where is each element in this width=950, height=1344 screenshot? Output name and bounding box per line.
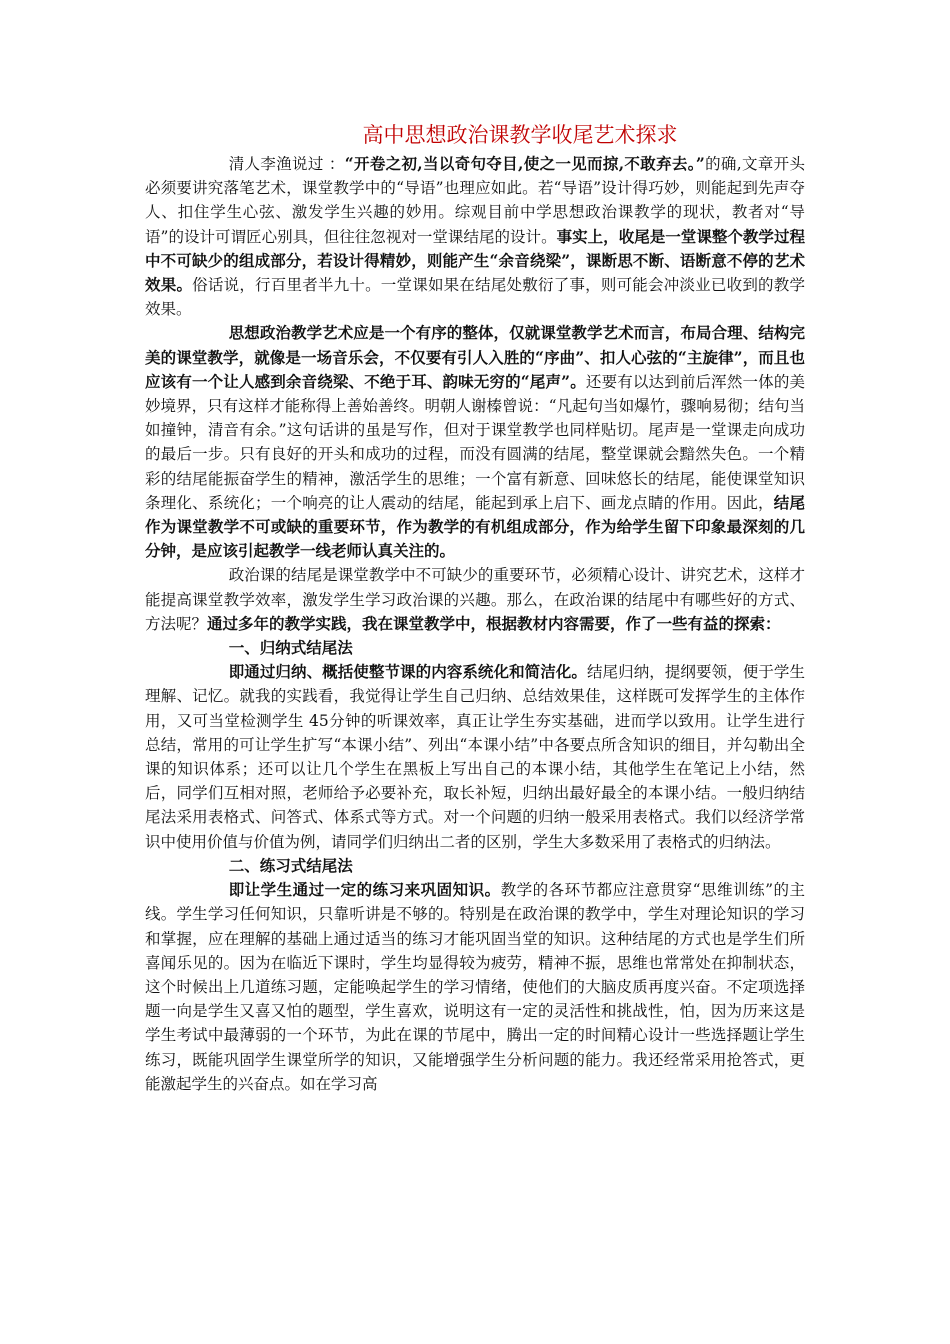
- text-run: 俗话说，行百里者半九十。一堂课如果在结尾处敷衍了事，则可能会冲淡业已收到的教学效果。: [145, 276, 805, 319]
- section-heading-1: 一、归纳式结尾法: [228, 638, 353, 658]
- bold-run: 思想政治教学艺术应是一个有序的整体，仅就课堂教学艺术而言，布局合理、结构完美的课堂教学，就像是一场音乐会，不仅要有引人入胜的“序曲”、扣人心弦的“主旋律”，而且也应该有一个让人感到余音绕梁、不绝于耳、韵味无穷的“尾声”。: [145, 323, 805, 391]
- text-run: 教学的各环节都应注意贯穿“思维训练”的主线。学生学习任何知识，只靠听讲是不够的。特别是在政治课的教学中，学生对理论知识的学习和掌握，应在理解的基础上通过适当的练习才能巩固当堂的知识。这种结尾的方式也是学生们所喜闻乐见的。因为在临近下课时，学生均显得较为疲劳，精神不振，思维也常常处在抑制状态，这个时候出上几道练习题，定能唤起学生的学习情绪，使他们的大脑皮质再度兴奋。不定项选择题一向是学生又喜又怕的题型，学生喜欢，说明这有一定的灵活性和挑战性，怕，因为历来这是学生考试中最薄弱的一个环节，为此在课的节尾中，腾出一定的时间精心设计一些选择题让学生练习，既能巩固学生课堂所学的知识，又能增强学生分析问题的能力。我还经常采用抢答式，更能激起学生的兴奋点。如在学习高: [145, 881, 805, 1093]
- document-body: [145, 152, 805, 1096]
- quote-bold: “开卷之初,当以奇句夺目,使之一见而掠,不敢弃去。”: [344, 154, 705, 173]
- document-title: 高中思想政治课教学收尾艺术探求: [362, 123, 678, 147]
- paragraph-2: [145, 321, 805, 563]
- paragraph-4: [145, 660, 805, 854]
- bold-run: 结尾作为课堂教学不可或缺的重要环节，作为教学的有机组成部分，作为给学生留下印象最深刻的几分钟，是应该引起教学一线老师认真关注的。: [145, 492, 805, 561]
- text-run: 的确,文章开头必须要讲究落笔艺术，课堂教学中的“导语”也理应如此。若“导语”设计得巧妙，则能起到先声夺人、扣住学生心弦、激发学生兴趣的妙用。综观目前中学思想政治课教学的现状，教者对“导语”的设计可谓匠心别具，但往往忽视对一堂课结尾的设计。: [145, 155, 805, 246]
- paragraph-5: [145, 878, 805, 1096]
- text-run: 还要有以达到前后浑然一体的美妙境界，只有这样才能称得上善始善终。明朝人谢榛曾说：“凡起句当如爆竹，骤响易彻；结句当如撞钟，清音有余。”这句话讲的虽是写作，但对于课堂教学也同样贴切。尾声是一堂课走向成功的最后一步。只有良好的开头和成功的过程，而没有圆满的结尾，整堂课就会黯然失色。一个精彩的结尾能振奋学生的精神，激活学生的思维；一个富有新意、回味悠长的结尾，能使课堂知识条理化、系统化；一个响亮的让人震动的结尾，能起到承上启下、画龙点睛的作用。因此，: [145, 372, 805, 512]
- text-run: 政治课的结尾是课堂教学中不可缺少的重要环节，必须精心设计、讲究艺术，这样才能提高课堂教学效率，激发学生学习政治课的兴趣。那么，在政治课的结尾中有哪些好的方式、方法呢？: [145, 566, 805, 633]
- bold-run: 即让学生通过一定的练习来巩固知识。: [228, 880, 501, 900]
- section-heading-2: 二、练习式结尾法: [228, 855, 353, 875]
- paragraph-1: [145, 152, 805, 321]
- bold-run: 事实上，收尾是一堂课整个教学过程中不可缺少的组成部分，若设计得精妙，则能产生“余音绕梁”，课断思不断、语断意不停的艺术效果。: [145, 226, 805, 295]
- paragraph-3: [145, 563, 805, 636]
- text-run: 清人李渔说过 ：: [228, 155, 345, 173]
- bold-run: 通过多年的教学实践，我在课堂教学中，根据教材内容需要，作了一些有益的探索：: [207, 613, 781, 633]
- bold-run: 即通过归纳、概括使整节课的内容系统化和简洁化。: [228, 662, 587, 682]
- text-run: 结尾归纳，提纲要领，便于学生理解、记忆。就我的实践看，我觉得让学生自己归纳、总结效果佳，这样既可发挥学生的主体作用，又可当堂检测学生 45分钟的听课效率，真正让学生夯实基础，进而学以致用。让学生进行总结，常用的可让学生扩写“本课小结”、列出“本课小结”中各要点所含知识的细目，并勾勒出全课的知识体系；还可以让几个学生在黑板上写出自己的本课小结，其他学生在笔记上小结，然后，同学们互相对照，老师给予必要补充，取长补短，归纳出最好最全的本课小结。一般归纳结尾法采用表格式、问答式、体系式等方式。对一个问题的归纳一般采用表格式。我们以经济学常识中使用价值与价值为例，请同学们归纳出二者的区别，学生大多数采用了表格式的归纳法。: [145, 663, 805, 851]
